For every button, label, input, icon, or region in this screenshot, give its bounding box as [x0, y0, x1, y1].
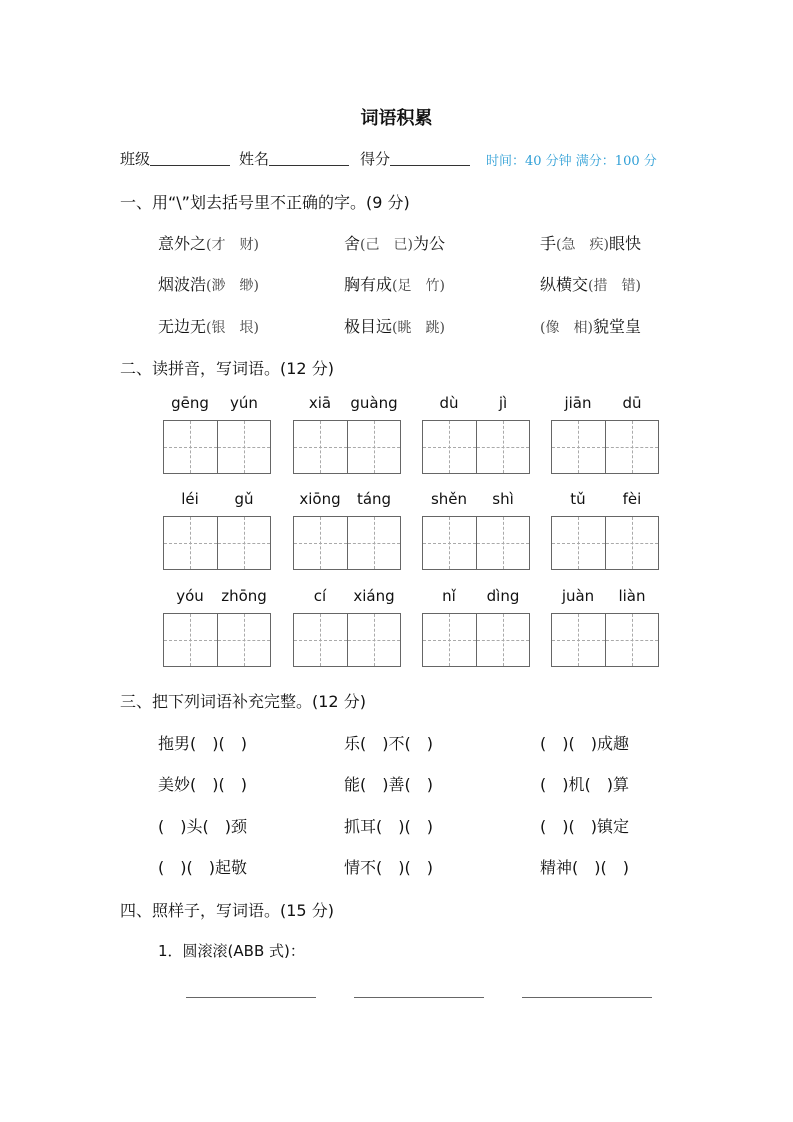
pinyin-label: cí — [313, 587, 327, 605]
pinyin-label: léi — [181, 490, 199, 508]
section-1-heading: 一、用“\”划去括号里不正确的字。(9 分) — [120, 193, 410, 212]
writing-cell[interactable] — [423, 421, 476, 473]
class-blank[interactable] — [150, 151, 230, 166]
section-3-item[interactable]: ( )( )成趣 — [540, 734, 629, 753]
item-prefix: 舍 — [344, 234, 361, 253]
section-1-item — [158, 231, 259, 254]
section-1-item — [158, 272, 259, 295]
writing-cell[interactable] — [164, 517, 217, 569]
choice-options[interactable]: (足 竹) — [392, 278, 445, 294]
item-prefix: 极目远 — [344, 317, 393, 336]
pinyin-label: dìng — [486, 587, 520, 605]
section-1-item — [540, 231, 641, 254]
pinyin-label: fèi — [622, 490, 642, 508]
writing-cell[interactable] — [423, 517, 476, 569]
section-3-heading: 三、把下列词语补充完整。(12 分) — [120, 692, 366, 711]
writing-cell[interactable] — [476, 614, 529, 666]
choice-options[interactable]: (才 财) — [206, 237, 259, 253]
writing-cell[interactable] — [476, 517, 529, 569]
section-3-item[interactable]: 情不( )( ) — [344, 858, 433, 877]
section-4-heading: 四、照样子，写词语。(15 分) — [120, 901, 334, 920]
writing-grid — [551, 613, 659, 667]
writing-cell[interactable] — [347, 421, 400, 473]
class-label: 班级 — [120, 150, 151, 168]
pinyin-label: nǐ — [442, 587, 456, 605]
section-3-item[interactable]: 能( )善( ) — [344, 775, 433, 794]
section-3-item[interactable]: 拖男( )( ) — [158, 734, 247, 753]
writing-cell[interactable] — [347, 517, 400, 569]
item-suffix: 眼快 — [608, 234, 641, 253]
writing-cell[interactable] — [217, 614, 270, 666]
choice-options[interactable]: (眺 跳) — [392, 320, 445, 336]
pinyin-label: táng — [356, 490, 392, 508]
pinyin-label: xiōng — [299, 490, 341, 508]
writing-cell[interactable] — [476, 421, 529, 473]
score-blank[interactable] — [390, 151, 470, 166]
name-field — [239, 148, 349, 169]
writing-cell[interactable] — [294, 517, 347, 569]
item-prefix: 手 — [540, 234, 557, 253]
pinyin-label: juàn — [561, 587, 595, 605]
section-3-item[interactable]: 精神( )( ) — [540, 858, 629, 877]
item-prefix: 意外之 — [158, 234, 207, 253]
item-prefix: 纵横交 — [540, 275, 589, 294]
pinyin-label: shì — [492, 490, 514, 508]
writing-cell[interactable] — [552, 614, 605, 666]
section-3-item[interactable]: ( )机( )算 — [540, 775, 629, 794]
writing-cell[interactable] — [552, 517, 605, 569]
section-3-item[interactable]: 抓耳( )( ) — [344, 817, 433, 836]
page-title: 词语积累 — [360, 108, 433, 129]
time-limit: 时间：40 分钟 满分：100 分 — [486, 154, 657, 169]
writing-grid — [163, 420, 271, 474]
pinyin-label: guàng — [350, 394, 398, 412]
section-1-item — [540, 314, 641, 337]
writing-cell[interactable] — [605, 614, 658, 666]
item-prefix: 烟波浩 — [158, 275, 207, 294]
writing-grid — [293, 516, 401, 570]
writing-cell[interactable] — [423, 614, 476, 666]
item-suffix: 为公 — [412, 234, 445, 253]
choice-options[interactable]: (渺 缈) — [206, 278, 259, 294]
section-3-item[interactable]: ( )头( )颈 — [158, 817, 247, 836]
writing-cell[interactable] — [347, 614, 400, 666]
pinyin-label: tǔ — [570, 490, 586, 508]
answer-line[interactable] — [186, 997, 316, 998]
writing-cell[interactable] — [552, 421, 605, 473]
section-1-item — [540, 272, 641, 295]
pinyin-label: gǔ — [234, 490, 254, 508]
name-blank[interactable] — [269, 151, 349, 166]
writing-cell[interactable] — [605, 421, 658, 473]
section-1-item — [344, 231, 445, 254]
pinyin-label: liàn — [618, 587, 646, 605]
writing-cell[interactable] — [217, 421, 270, 473]
name-label: 姓名 — [239, 150, 270, 168]
section-3-item[interactable]: 美妙( )( ) — [158, 775, 247, 794]
section-4-question-1: 1．圆滚滚(ABB 式)： — [158, 942, 305, 960]
answer-line[interactable] — [522, 997, 652, 998]
writing-grid — [293, 420, 401, 474]
writing-grid — [163, 516, 271, 570]
answer-line[interactable] — [354, 997, 484, 998]
score-field — [360, 148, 470, 169]
section-1-item — [344, 272, 445, 295]
writing-grid — [163, 613, 271, 667]
writing-cell[interactable] — [217, 517, 270, 569]
writing-cell[interactable] — [294, 421, 347, 473]
pinyin-label: jì — [498, 394, 508, 412]
writing-grid — [422, 613, 530, 667]
choice-options[interactable]: (像 相) — [540, 320, 593, 336]
pinyin-label: xiáng — [353, 587, 395, 605]
section-1-item — [344, 314, 445, 337]
pinyin-label: xiā — [308, 394, 332, 412]
choice-options[interactable]: (己 已) — [360, 237, 413, 253]
item-suffix: 貌堂皇 — [592, 317, 641, 336]
writing-cell[interactable] — [294, 614, 347, 666]
class-field — [120, 148, 230, 169]
pinyin-label: shěn — [430, 490, 468, 508]
pinyin-label: dù — [439, 394, 459, 412]
pinyin-label: gēng — [171, 394, 209, 412]
choice-options[interactable]: (银 垠) — [206, 320, 259, 336]
item-prefix: 胸有成 — [344, 275, 393, 294]
writing-grid — [551, 516, 659, 570]
pinyin-label: zhōng — [221, 587, 267, 605]
pinyin-label: dū — [622, 394, 642, 412]
writing-grid — [422, 420, 530, 474]
choice-options[interactable]: (措 错) — [588, 278, 641, 294]
section-3-item[interactable]: ( )( )起敬 — [158, 858, 247, 877]
section-3-item[interactable]: ( )( )镇定 — [540, 817, 629, 836]
pinyin-label: yún — [230, 394, 258, 412]
writing-grid — [551, 420, 659, 474]
writing-cell[interactable] — [164, 421, 217, 473]
writing-cell[interactable] — [164, 614, 217, 666]
choice-options[interactable]: (急 疾) — [556, 237, 609, 253]
writing-grid — [422, 516, 530, 570]
pinyin-label: jiān — [564, 394, 592, 412]
item-prefix: 无边无 — [158, 317, 207, 336]
score-label: 得分 — [360, 150, 391, 168]
section-3-item[interactable]: 乐( )不( ) — [344, 734, 433, 753]
section-1-item — [158, 314, 259, 337]
section-2-heading: 二、读拼音，写词语。(12 分) — [120, 359, 334, 378]
writing-cell[interactable] — [605, 517, 658, 569]
writing-grid — [293, 613, 401, 667]
pinyin-label: yóu — [176, 587, 204, 605]
